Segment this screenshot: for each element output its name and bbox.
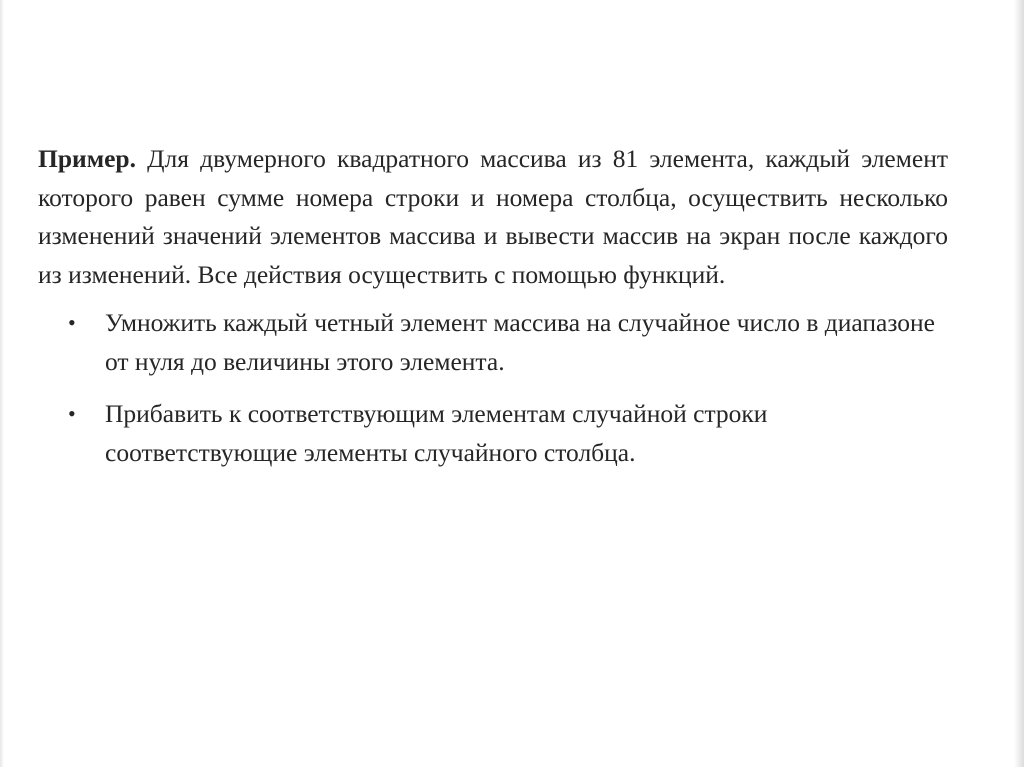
- list-item-text: Умножить каждый четный элемент массива на случайное число в диапазоне от нуля до величины этого элемента.: [105, 308, 935, 376]
- example-text: Для двумерного квадратного массива из 81 элемента, каждый элемент которого равен сумме номера строки и номера столбца, осуществить несколько изменений значений элементов массива и вывести массив на экран после каждого из изменений. Все действия осуществить с помощью функций.: [38, 144, 948, 289]
- slide-right-edge-shadow: [1014, 0, 1024, 767]
- task-list: [38, 304, 948, 472]
- example-paragraph: [38, 140, 948, 294]
- list-item: [38, 395, 948, 472]
- list-item: [38, 304, 948, 381]
- example-label: Пример.: [38, 144, 136, 173]
- slide-left-edge: [0, 0, 4, 767]
- bullet-icon: •: [68, 310, 76, 335]
- slide-content: [38, 140, 948, 486]
- list-item-text: Прибавить к соответствующим элементам случайной строки соответствующие элементы случайного столбца.: [105, 399, 768, 467]
- bullet-icon: •: [68, 401, 76, 426]
